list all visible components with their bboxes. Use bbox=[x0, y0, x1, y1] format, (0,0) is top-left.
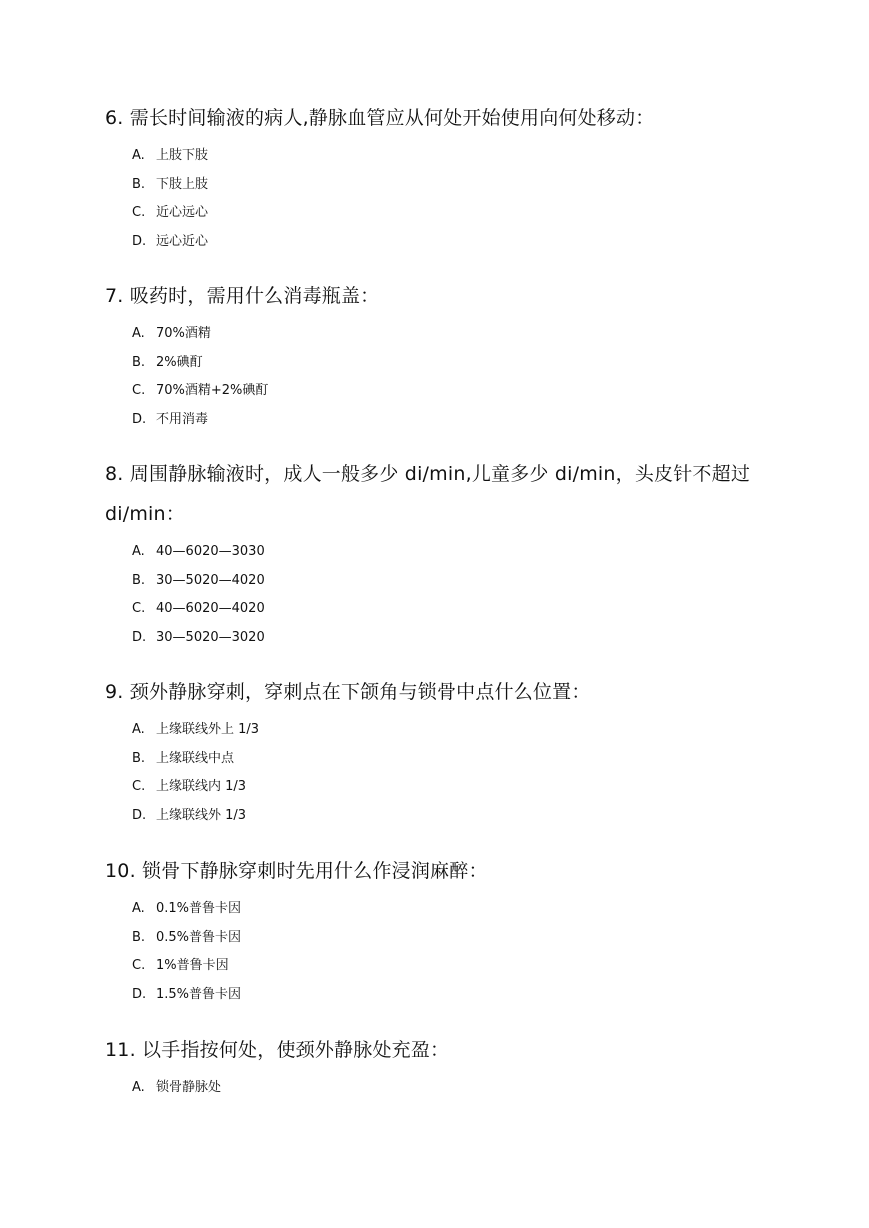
option-a: A. 上缘联线外上 1/3 bbox=[132, 722, 260, 737]
option-a: A. 上肢下肢 bbox=[132, 148, 209, 163]
option-c: C. 上缘联线内 1/3 bbox=[132, 779, 247, 794]
option-d: D. 上缘联线外 1/3 bbox=[132, 807, 247, 823]
option-d: D. 1.5%普鲁卡因 bbox=[132, 986, 242, 1002]
question-title: 8. 周围静脉输液时，成人一般多少 di/min,儿童多少 di/min，头皮针不超过 di/min： bbox=[105, 463, 751, 525]
option-d: D. 远心近心 bbox=[132, 233, 209, 249]
option-d: D. 不用消毒 bbox=[132, 411, 209, 427]
question-9 bbox=[105, 672, 785, 830]
question-title: 10. 锁骨下静脉穿刺时先用什么作浸润麻醉： bbox=[105, 860, 488, 882]
question-7 bbox=[105, 276, 785, 434]
option-b: B. 0.5%普鲁卡因 bbox=[132, 929, 242, 945]
question-title: 11. 以手指按何处，使颈外静脉处充盈： bbox=[105, 1039, 450, 1061]
option-list bbox=[132, 538, 785, 652]
option-list bbox=[132, 895, 785, 1009]
option-c: C. 近心远心 bbox=[132, 205, 209, 220]
option-a: A. 锁骨静脉处 bbox=[132, 1080, 222, 1095]
option-b: B. 30—5020—4020 bbox=[132, 572, 265, 588]
option-a: A. 40—6020—3030 bbox=[132, 544, 265, 559]
option-list bbox=[132, 716, 785, 830]
option-list bbox=[132, 320, 785, 434]
option-b: B. 上缘联线中点 bbox=[132, 750, 235, 766]
question-title: 9. 颈外静脉穿刺，穿刺点在下颌角与锁骨中点什么位置： bbox=[105, 681, 591, 703]
option-c: C. 1%普鲁卡因 bbox=[132, 958, 229, 973]
option-d: D. 30—5020—3020 bbox=[132, 629, 265, 645]
option-c: C. 40—6020—4020 bbox=[132, 601, 265, 616]
option-a: A. 70%酒精 bbox=[132, 326, 211, 341]
option-list bbox=[132, 142, 785, 256]
question-8 bbox=[105, 454, 785, 652]
question-10 bbox=[105, 851, 785, 1009]
option-list bbox=[132, 1074, 785, 1103]
option-b: B. 2%碘酊 bbox=[132, 354, 203, 370]
question-11 bbox=[105, 1030, 785, 1103]
question-title: 7. 吸药时，需用什么消毒瓶盖： bbox=[105, 285, 380, 307]
option-c: C. 70%酒精+2%碘酊 bbox=[132, 383, 269, 398]
option-b: B. 下肢上肢 bbox=[132, 176, 209, 192]
question-title: 6. 需长时间输液的病人,静脉血管应从何处开始使用向何处移动： bbox=[105, 107, 655, 129]
question-6 bbox=[105, 98, 785, 256]
option-a: A. 0.1%普鲁卡因 bbox=[132, 901, 242, 916]
